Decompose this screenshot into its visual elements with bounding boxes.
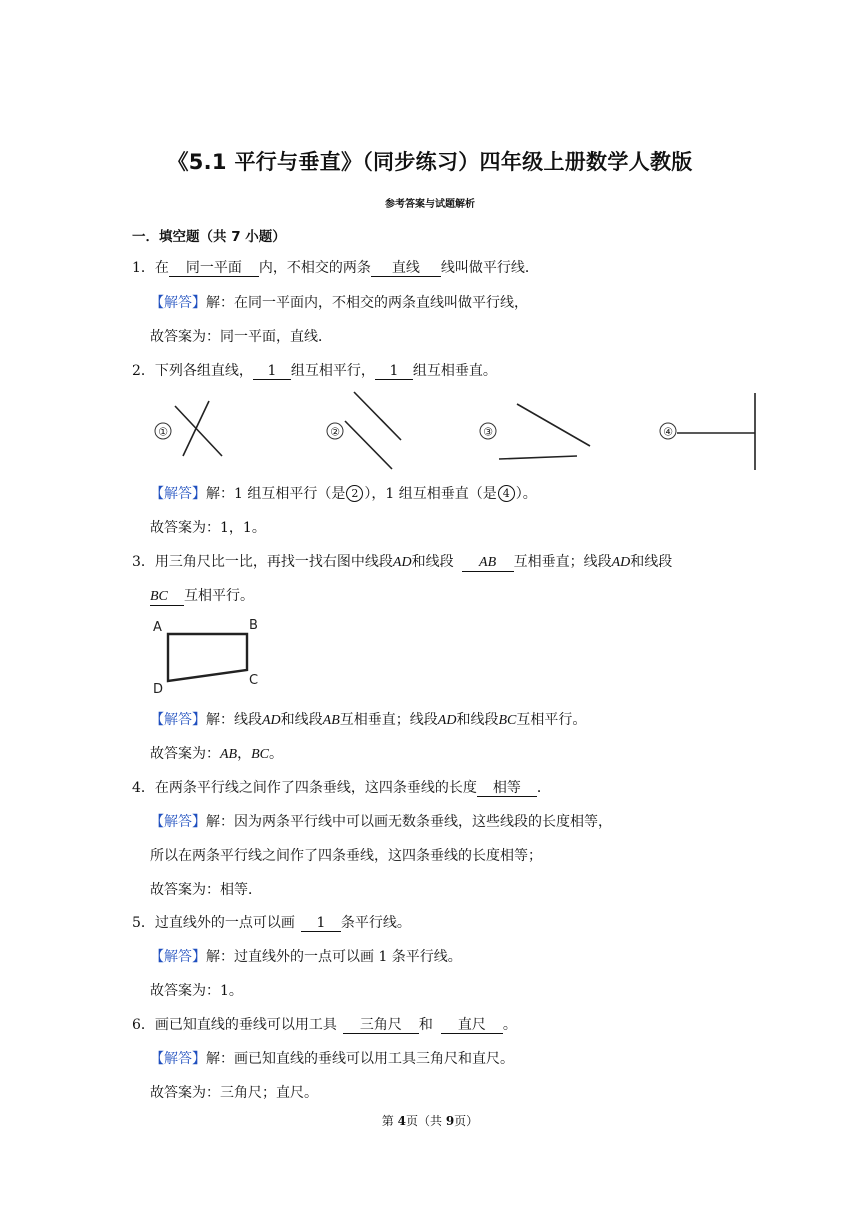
- final-answer-5: 故答案为：1。: [150, 983, 243, 999]
- final-answer-6: 故答案为：三角尺；直尺。: [150, 1085, 318, 1101]
- vertex-label-b: B: [249, 618, 258, 633]
- answer-blank: 直尺: [441, 1017, 503, 1034]
- final-answer-3: 故答案为：AB，BC。: [150, 746, 283, 762]
- solution-1: 【解答】解：在同一平面内，不相交的两条直线叫做平行线，: [150, 295, 528, 311]
- final-answer-4: 故答案为：相等．: [150, 882, 262, 898]
- solution-tag: 【解答】: [150, 486, 206, 502]
- question-2: 2．下列各组直线， 1 组互相平行， 1 组互相垂直。: [132, 363, 497, 379]
- quadrilateral-figure: [153, 618, 258, 697]
- solution-4: 【解答】解：因为两条平行线中可以画无数条垂线，这些线段的长度相等，: [150, 814, 612, 830]
- question-6: 6．画已知直线的垂线可以用工具 三角尺 和 直尺 。: [132, 1017, 517, 1033]
- solution-tag: 【解答】: [150, 1051, 206, 1067]
- figure-group-2: [327, 392, 401, 469]
- answer-blank: 直线: [371, 260, 441, 277]
- vertex-label-d: D: [153, 682, 164, 697]
- answer-blank: 相等: [477, 780, 537, 797]
- page-subtitle: 参考答案与试题解析: [385, 199, 475, 210]
- section-heading: 一．填空题（共 7 小题）: [132, 229, 286, 245]
- solution-tag: 【解答】: [150, 814, 206, 830]
- solution-4-continued: 所以在两条平行线之间作了四条垂线，这四条垂线的长度相等；: [150, 848, 542, 864]
- answer-blank: 1: [301, 915, 341, 932]
- page-title: 《5.1 平行与垂直》（同步练习）四年级上册数学人教版: [167, 150, 693, 174]
- figure-label-3: ③: [483, 425, 493, 439]
- question-4: 4．在两条平行线之间作了四条垂线，这四条垂线的长度 相等 ．: [132, 780, 551, 796]
- answer-blank: 三角尺: [343, 1017, 419, 1034]
- page-number: 4: [397, 1114, 406, 1128]
- final-answer-1: 故答案为：同一平面，直线．: [150, 329, 332, 345]
- total-pages: 9: [445, 1114, 455, 1128]
- solution-6: 【解答】解：画已知直线的垂线可以用工具三角尺和直尺。: [150, 1051, 514, 1067]
- solution-2: 【解答】解：1 组互相平行（是 2 ），1 组互相垂直（是 4 ）。: [150, 486, 537, 502]
- answer-blank: 1: [253, 363, 291, 380]
- solution-3: 【解答】解：线段AD和线段AB互相垂直；线段AD和线段BC互相平行。: [150, 712, 587, 728]
- figure-group-4: [660, 393, 755, 470]
- figure-label-2: ②: [330, 425, 340, 439]
- figure-label-1: ①: [158, 425, 168, 439]
- figure-group-1: [155, 401, 222, 456]
- vertex-label-a: A: [153, 620, 162, 635]
- solution-tag: 【解答】: [150, 949, 206, 965]
- answer-blank: BC: [150, 589, 184, 606]
- question-3-continued: BC 互相平行。: [150, 588, 254, 604]
- answer-blank: 1: [375, 363, 413, 380]
- answer-blank: 同一平面: [169, 260, 259, 277]
- final-answer-2: 故答案为：1，1。: [150, 520, 266, 536]
- figure-group-3: [480, 404, 590, 459]
- question-5: 5．过直线外的一点可以画 1 条平行线。: [132, 915, 411, 931]
- solution-tag: 【解答】: [150, 295, 206, 311]
- solution-tag: 【解答】: [150, 712, 206, 728]
- circled-number: 2: [346, 485, 363, 502]
- answer-blank: AB: [462, 555, 514, 572]
- solution-5: 【解答】解：过直线外的一点可以画 1 条平行线。: [150, 949, 462, 965]
- circled-number: 4: [498, 485, 515, 502]
- figure-label-4: ④: [663, 425, 673, 439]
- question-3: 3．用三角尺比一比，再找一找右图中线段AD和线段 AB 互相垂直；线段AD和线段: [132, 554, 673, 570]
- vertex-label-c: C: [249, 673, 259, 688]
- question-1: 1．在 同一平面 内，不相交的两条 直线 线叫做平行线．: [132, 260, 539, 276]
- page-footer: 第 4页（共 9页）: [381, 1114, 479, 1128]
